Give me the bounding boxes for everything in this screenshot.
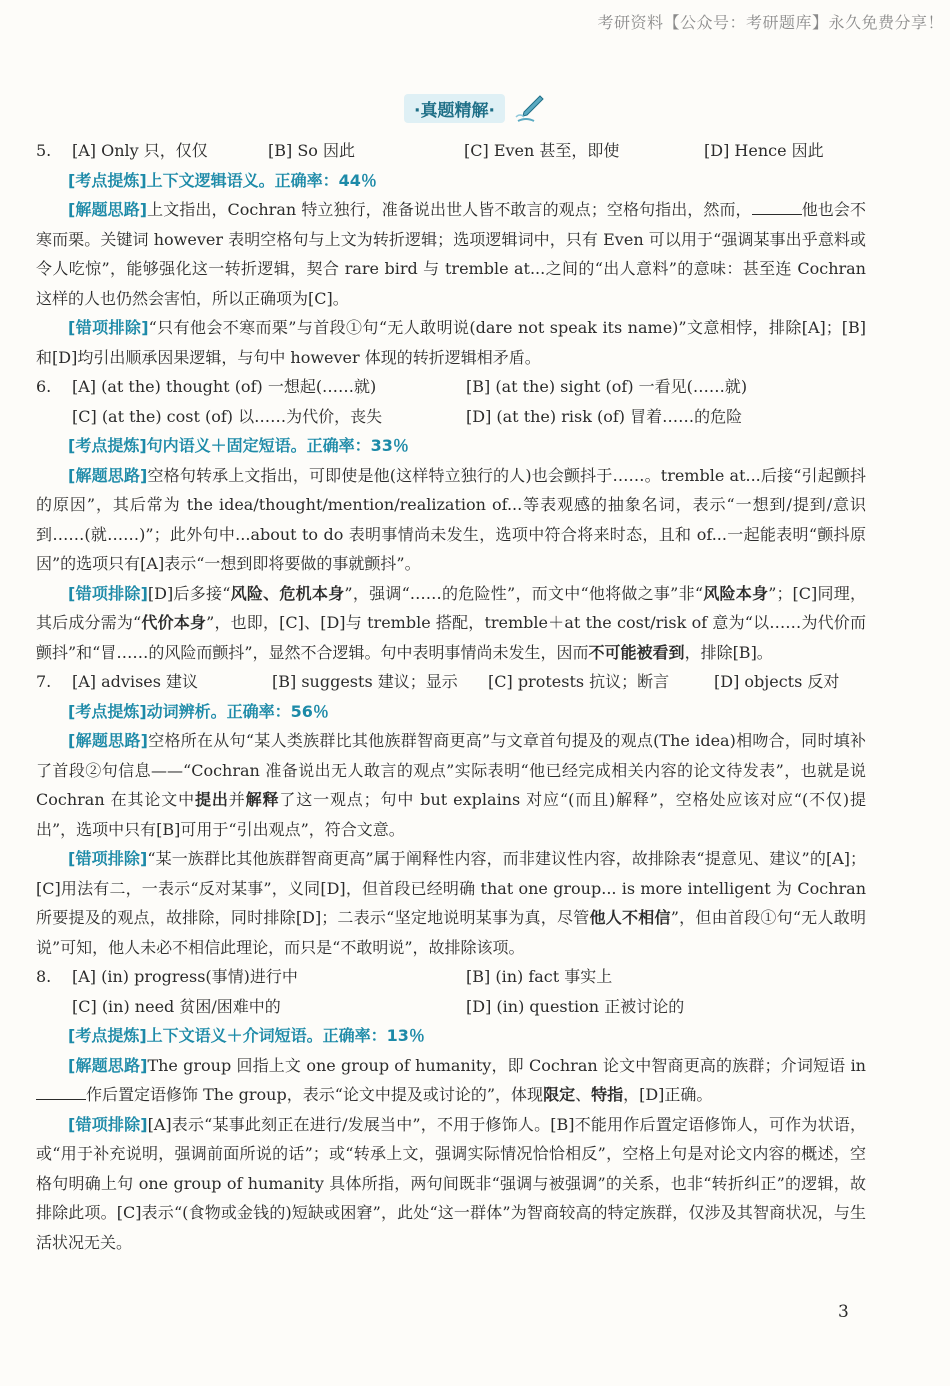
q6-wrong-bold-3: 代价本身 [141,613,207,632]
q8-option-a: [A] (in) progress(事情)进行中 [72,967,298,986]
q6-wrong-text-4: ”，也即，[C]、[D]与 tremble 搭配，tremble＋at the cost/risk of 意为“以……为代价而颤抖”和“冒……的风险而颤抖”，显然不合逻辑。句中表明事情尚未发生，因而 [36,613,866,662]
q5-idea-text-1: 上文指出，Cochran 特立独行，准备说出世人皆不敢言的观点；空格句指出，然而， [147,200,752,219]
q6-options-row2 [36,402,866,432]
q6-point [36,431,866,461]
q8-point-text: 上下文语义＋介词短语。正确率：13％ [146,1026,425,1045]
q8-idea-text-4: ，[D]正确。 [623,1085,713,1104]
q7-idea-text-1: 空格所在从句“某人类族群比其他族群智商更高”与文章首句提及的观点(The idea)相吻合，同时填补了首段②句信息——“Cochran 准备说出无人敢言的观点”实际表明“他已经完成相关内容的论文待发表”，也就是说 Cochran 在其论文中 [36,731,866,809]
q6-idea-label: [解题思路] [68,465,148,485]
q8-options-row1 [36,962,866,992]
q5-wrong [36,313,866,372]
q8-idea-bold-1: 限定 [543,1085,576,1104]
q6-wrong-bold-1: 风险、危机本身 [230,583,345,603]
q8-wrong-label: [错项排除] [68,1114,148,1134]
q8-blank [36,1083,86,1100]
q6-idea [36,461,866,579]
q8-point-label: [考点提炼] [68,1026,147,1045]
q8-idea-text-3: 、 [575,1085,592,1104]
content [36,136,866,1257]
q8-options-row2 [36,992,866,1022]
q5-wrong-label: [错项排除] [68,318,149,337]
q5-option-b: [B] So 因此 [268,141,356,160]
q5-wrong-text: “只有他会不寒而栗”与首段①句“无人敢明说(dare not speak its name)”文意相悖，排除[A]；[B]和[D]均引出顺承因果逻辑，与句中 however 体现的转折逻辑相矛盾。 [36,318,866,367]
q5-point-text: 上下文逻辑语义。正确率：44％ [146,170,377,190]
q7-options [36,667,866,697]
q6-point-text: 句内语义＋固定短语。正确率：33％ [146,436,409,455]
page-number: 3 [838,1302,849,1322]
section-title-label: ·真题精解· [404,94,505,123]
q5-option-c: [C] Even 甚至，即使 [464,141,620,160]
q7-wrong-label: [错项排除] [68,849,148,868]
q6-options-row1 [36,372,866,402]
q8-idea-text-2: 作后置定语修饰 The group，表示“论文中提及或讨论的”，体现 [86,1085,544,1104]
q7-wrong-text-1: “某一族群比其他族群智商更高”属于阐释性内容，而非建议性内容，故排除表“提意见、建议”的[A]；[C]用法有二，一表示“反对某事”，义同[D]，但首段已经明确 that one group... is more intelligent 为 Cochran 所要提及的观点，故排除，同时排除[D]；二表示“坚定地说明某事为真，尽管 [36,849,866,927]
q8-number: 8. [36,967,52,986]
q7-idea-bold-2: 解释 [245,790,280,809]
q8-option-b: [B] (in) fact 事实上 [466,967,613,986]
q6-point-label: [考点提炼] [68,436,147,455]
q6-wrong-text-1: [D]后多接“ [147,583,231,603]
watermark: 考研资料【公众号：考研题库】永久免费分享！ [597,13,944,32]
q7-point-label: [考点提炼] [68,701,147,721]
q7-wrong-text-2: ”，但由首段①句“无人敢明说”可知，他人未必不相信此理论，而只是“不敢明说”，故排除该项。 [36,908,866,957]
q7-point [36,697,866,727]
q5-option-d: [D] Hence 因此 [704,141,824,160]
q8-wrong [36,1110,866,1258]
q5-idea-text-2: 他也会不寒而栗。关键词 however 表明空格句与上文为转折逻辑；选项逻辑词中，只有 Even 可以用于“强调某事出乎意料或令人吃惊”，能够强化这一转折逻辑，契合 rare bird 与 tremble at...之间的“出人意料”的意味：甚至连 Cochran 这样的人也仍然会害怕，所以正确项为[C]。 [36,200,866,308]
q6-wrong-text-3: ”；[C]同理，其后成分需为“ [36,583,866,632]
q6-option-c: [C] (at the) cost (of) 以……为代价，丧失 [72,406,383,426]
q5-idea-label: [解题思路] [68,200,148,219]
q6-option-a: [A] (at the) thought (of) 一想起(……就) [72,377,377,396]
pen-icon [514,93,546,129]
q5-idea [36,195,866,313]
q5-blank [752,198,802,215]
q7-idea-bold-1: 提出 [194,790,229,809]
q7-option-b: [B] suggests 建议；显示 [272,672,458,691]
q6-option-d: [D] (at the) risk (of) 冒着……的危险 [466,406,743,426]
q8-idea-bold-2: 特指 [591,1085,624,1104]
q8-idea-label: [解题思路] [68,1055,148,1075]
q7-idea-text-3: 了这一观点；句中 but explains 对应“(而且)解释”，空格处应该对应“(不仅)提出”，选项中只有[B]可用于“引出观点”，符合文意。 [36,790,866,839]
q8-wrong-text: [A]表示“某事此刻正在进行/发展当中”，不用于修饰人。[B]不能用作后置定语修饰人，可作为状语，或“用于补充说明，强调前面所说的话”；或“转承上文，强调实际情况恰恰相反”，空格上句是对论文内容的概述，空格句明确上句 one group of humanity 具体所指，两句间既非“强调与被强调”的关系，也非“转折纠正”的逻辑，故排除此项。[C]表示“(食物或金钱的)短缺或困窘”，此处“这一群体”为智商较高的特定族群，仅涉及其智商状况，与生活状况无关。 [36,1114,866,1252]
q7-point-text: 动词辨析。正确率：56％ [146,701,329,721]
q5-point [36,166,866,196]
q5-point-label: [考点提炼] [68,170,147,190]
q7-wrong-bold: 他人不相信 [589,908,671,927]
q5-options [36,136,866,166]
q7-option-a: [A] advises 建议 [72,672,199,691]
q8-idea [36,1051,866,1110]
q5-option-a: [A] Only 只，仅仅 [72,141,208,160]
q6-number: 6. [36,377,52,396]
section-title [0,93,950,129]
q7-option-d: [D] objects 反对 [714,672,840,691]
q7-idea-text-2: 并 [228,790,246,809]
q6-wrong-label: [错项排除] [68,583,148,603]
q7-number: 7. [36,672,52,691]
q6-wrong-text-5: ，排除[B]。 [684,642,773,662]
q7-option-c: [C] protests 抗议；断言 [488,672,670,691]
q8-option-c: [C] (in) need 贫困/困难中的 [72,996,281,1016]
q8-idea-text-1: The group 回指上文 one group of humanity，即 Cochran 论文中智商更高的族群；介词短语 in [147,1055,866,1075]
q6-wrong-bold-4: 不可能被看到 [588,642,685,662]
q6-idea-text: 空格句转承上文指出，可即使是他(这样特立独行的人)也会颤抖于……。tremble at...后接“引起颤抖的原因”，其后常为 the idea/thought/mention/realization of...等表观感的抽象名词，表示“一想到/提到/意识到……(就……)”；此外句中...about to do 表明事情尚未发生，选项中符合将来时态，且和 of...一起能表明“颤抖原因”的选项只有[A]表示“一想到即将要做的事就颤抖”。 [36,465,866,573]
q5-number: 5. [36,141,52,160]
q7-idea [36,726,866,844]
q6-option-b: [B] (at the) sight (of) 一看见(……就) [466,377,748,396]
q6-wrong-text-2: ”，强调“……的危险性”，而文中“他将做之事”非“ [344,583,704,603]
q6-wrong-bold-2: 风险本身 [703,583,769,603]
q7-idea-label: [解题思路] [68,731,148,750]
q8-point [36,1021,866,1051]
q6-wrong [36,579,866,668]
q8-option-d: [D] (in) question 正被讨论的 [466,996,685,1016]
q7-wrong [36,844,866,962]
